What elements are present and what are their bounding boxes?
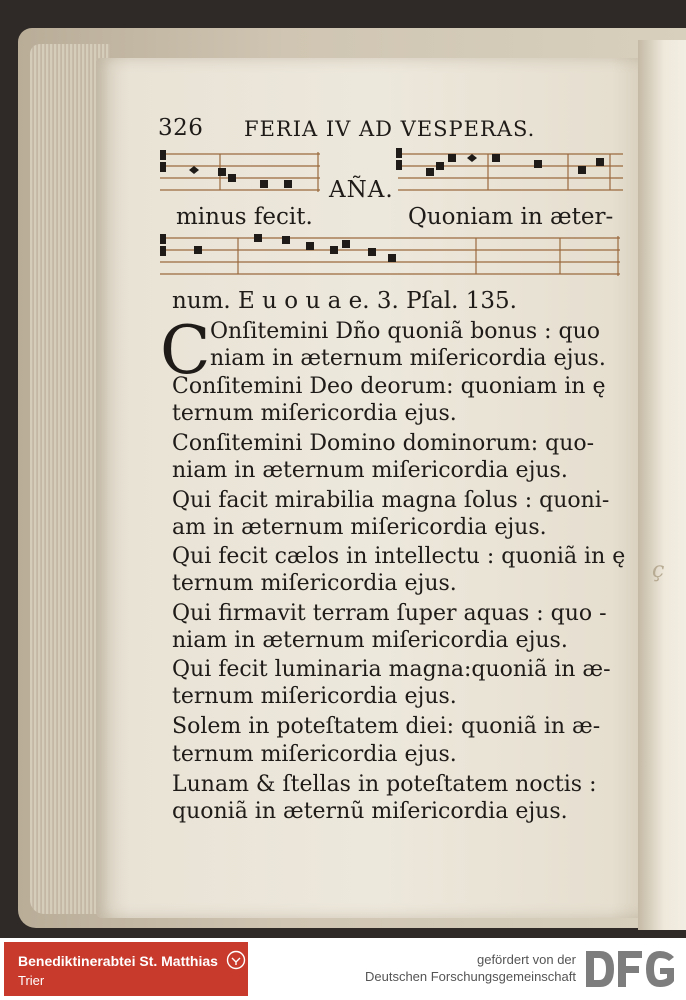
psalm-line: Qui facit mirabilia magna ſolus : quoni- [172,488,610,513]
antiphon-text-left: minus fecit. [176,204,313,230]
psalm-line: Qui firmavit terram ſuper aquas : quo - [172,601,607,626]
psalm-line: Conſitemini Deo deorum: quoniam in ę [172,374,606,399]
psalm-line: Lunam & ſtellas in poteſtatem noctis : [172,772,597,797]
psalm-line: ternum miſericordia ejus. [172,742,457,767]
institution-badge[interactable] [4,942,248,996]
psalm-line: ternum miſericordia ejus. [172,684,457,709]
psalm-line: ternum miſericordia ejus. [172,571,457,596]
bleed-through-mark: ç [652,558,665,583]
psalm-line: ternum miſericordia ejus. [172,401,457,426]
antiphon-label: AÑA. [329,177,394,203]
funding-line-2: Deutschen Forschungsgemeinschaft [364,969,576,984]
chant-notation-2 [158,230,628,280]
page-header [158,115,598,145]
page-title: FERIA IV AD VESPERAS. [244,117,536,141]
psalm-line: quoniã in æternũ miſericordia ejus. [172,799,568,824]
antiphon-text-line2: num. E u o u a e. 3. Pſal. 135. [172,288,517,314]
psalm-line: am in æternum miſericordia ejus. [172,515,547,540]
psalm-line: niam in æternum miſericordia ejus. [210,346,606,371]
page-number: 326 [158,115,204,141]
footer-banner [0,938,686,1000]
psalm-line: Qui fecit cælos in intellectu : quoniã in ę [172,544,626,569]
antiphon-text-right: Quoniam in æter- [408,204,614,230]
institution-city: Trier [18,973,45,988]
drop-cap: C [160,312,211,389]
facing-page-gutter [638,40,686,930]
funding-note [365,951,576,985]
psalm-line: niam in æternum miſericordia ejus. [172,628,568,653]
psalm-line: Qui fecit luminaria magna:quoniã in æ- [172,657,611,682]
psalm-line: niam in æternum miſericordia ejus. [172,458,568,483]
psalm-line: Solem in poteſtatem diei: quoniã in æ- [172,714,601,739]
psalm-line: Onſitemini Dño quoniã bonus : quo [210,319,601,344]
psalm-line: Conſitemini Domino dominorum: quo- [172,431,595,456]
funding-line-1: gefördert von der [476,952,576,967]
dfg-logo-icon[interactable] [584,947,678,991]
institution-logo-icon [226,950,246,970]
music-staff-2 [158,230,628,280]
institution-name: Benediktinerabtei St. Matthias [18,953,218,969]
